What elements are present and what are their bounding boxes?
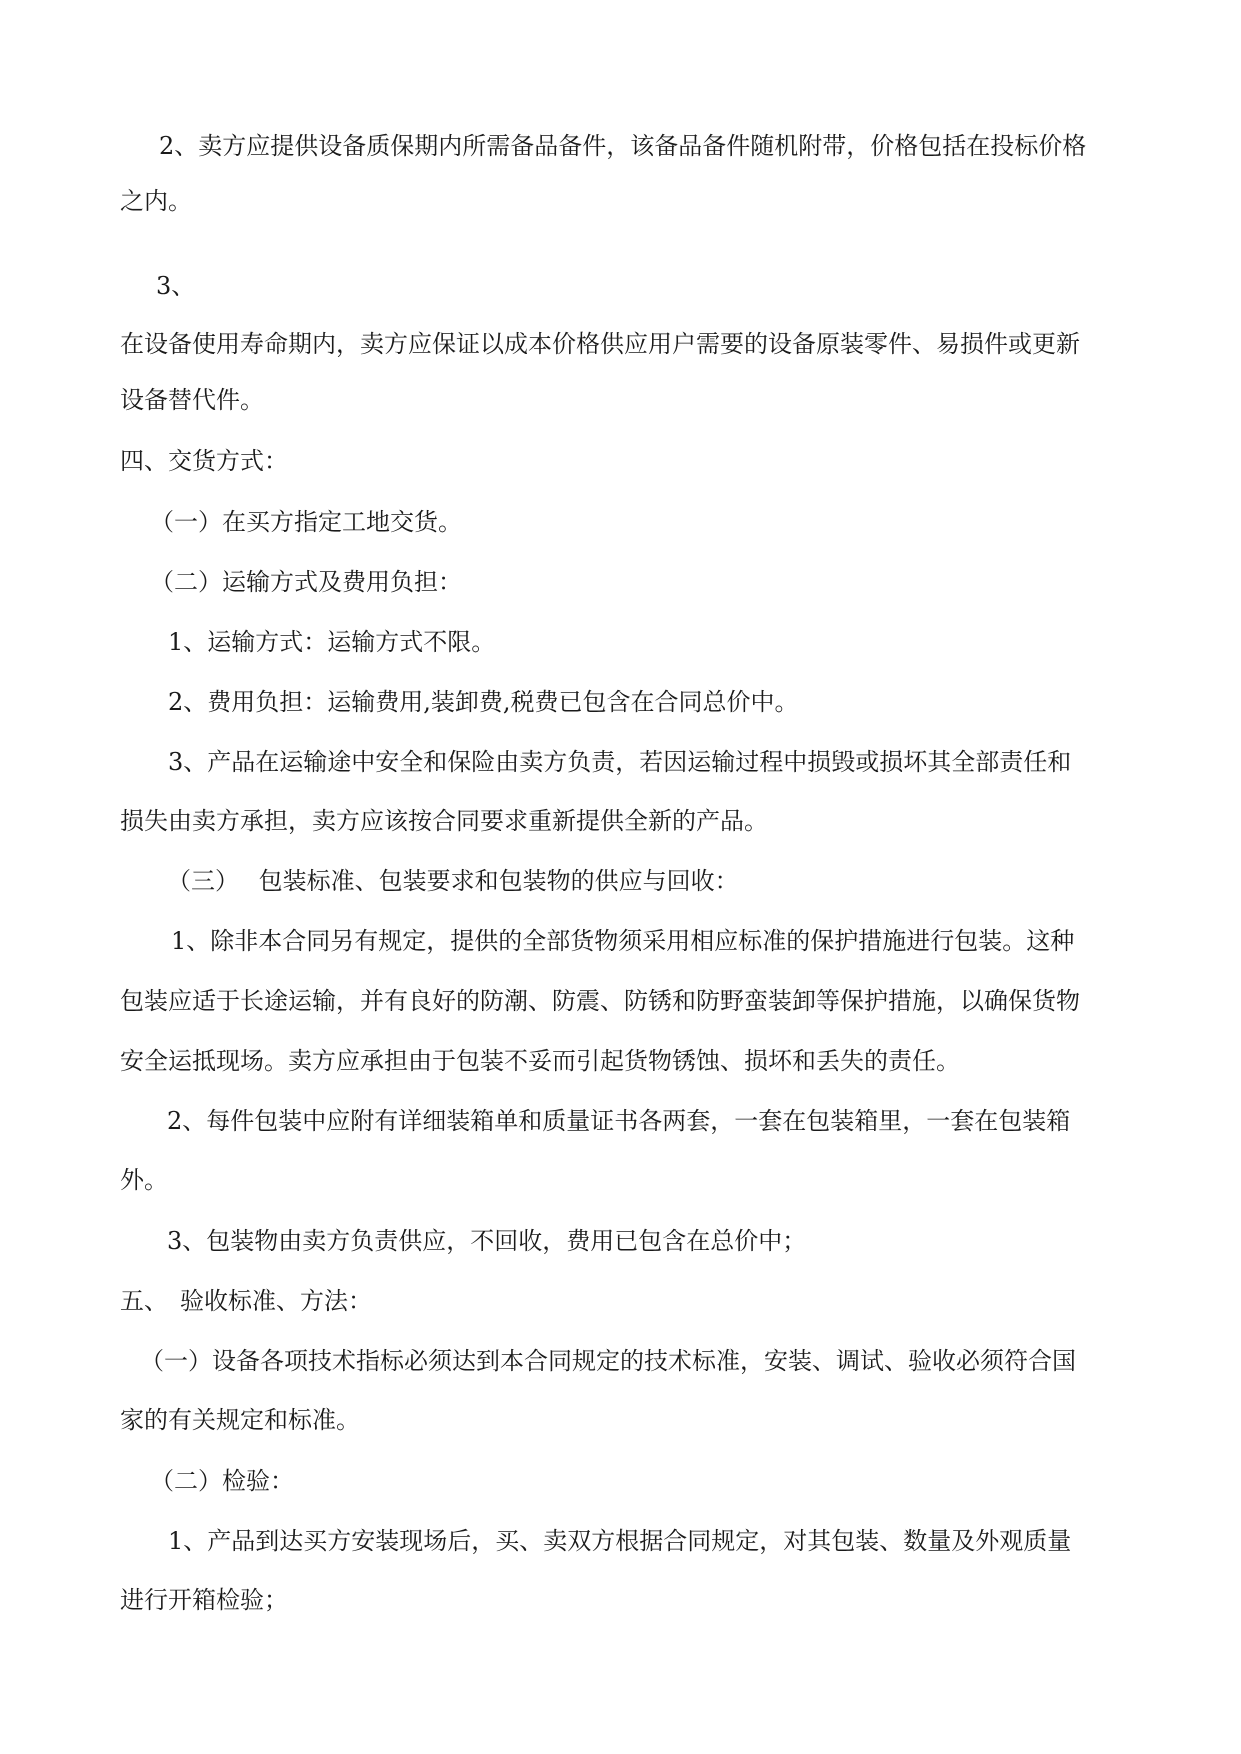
text-line: 3、 [156, 272, 196, 300]
text-line: 之内。 [120, 187, 192, 215]
text-line: （一）设备各项技术指标必须达到本合同规定的技术标准，安装、调试、验收必须符合国 [140, 1347, 1076, 1375]
text-line: 损失由卖方承担，卖方应该按合同要求重新提供全新的产品。 [120, 807, 768, 835]
text-line: 进行开箱检验； [120, 1586, 288, 1614]
text-line: 设备替代件。 [120, 386, 264, 414]
text-line: 3、包装物由卖方负责供应，不回收，费用已包含在总价中； [167, 1227, 807, 1255]
text-line: 外。 [120, 1166, 168, 1194]
text-line: （三） 包装标准、包装要求和包装物的供应与回收： [167, 867, 739, 895]
text-line: 1、产品到达买方安装现场后，买、卖双方根据合同规定，对其包装、数量及外观质量 [168, 1527, 1072, 1555]
text-line: 2、卖方应提供设备质保期内所需备品备件，该备品备件随机附带，价格包括在投标价格 [159, 132, 1087, 160]
text-line: （一）在买方指定工地交货。 [150, 508, 462, 536]
text-line: （二）运输方式及费用负担： [150, 568, 462, 596]
text-line: （二）检验： [150, 1467, 294, 1495]
text-line: 家的有关规定和标准。 [120, 1406, 360, 1434]
text-line: 2、每件包装中应附有详细装箱单和质量证书各两套，一套在包装箱里，一套在包装箱 [167, 1107, 1071, 1135]
section-heading: 四、交货方式： [120, 447, 288, 475]
text-line: 3、产品在运输途中安全和保险由卖方负责，若因运输过程中损毁或损坏其全部责任和 [168, 748, 1072, 776]
text-line: 在设备使用寿命期内，卖方应保证以成本价格供应用户需要的设备原装零件、易损件或更新 [120, 330, 1080, 358]
section-heading: 五、 验收标准、方法： [120, 1287, 372, 1315]
text-line: 安全运抵现场。卖方应承担由于包装不妥而引起货物锈蚀、损坏和丢失的责任。 [120, 1047, 960, 1075]
text-line: 1、除非本合同另有规定，提供的全部货物须采用相应标准的保护措施进行包装。这种 [171, 927, 1075, 955]
text-line: 2、费用负担：运输费用,装卸费,税费已包含在合同总价中。 [168, 688, 799, 716]
text-line: 包装应适于长途运输，并有良好的防潮、防震、防锈和防野蛮装卸等保护措施，以确保货物 [120, 987, 1080, 1015]
text-line: 1、运输方式：运输方式不限。 [168, 628, 496, 656]
